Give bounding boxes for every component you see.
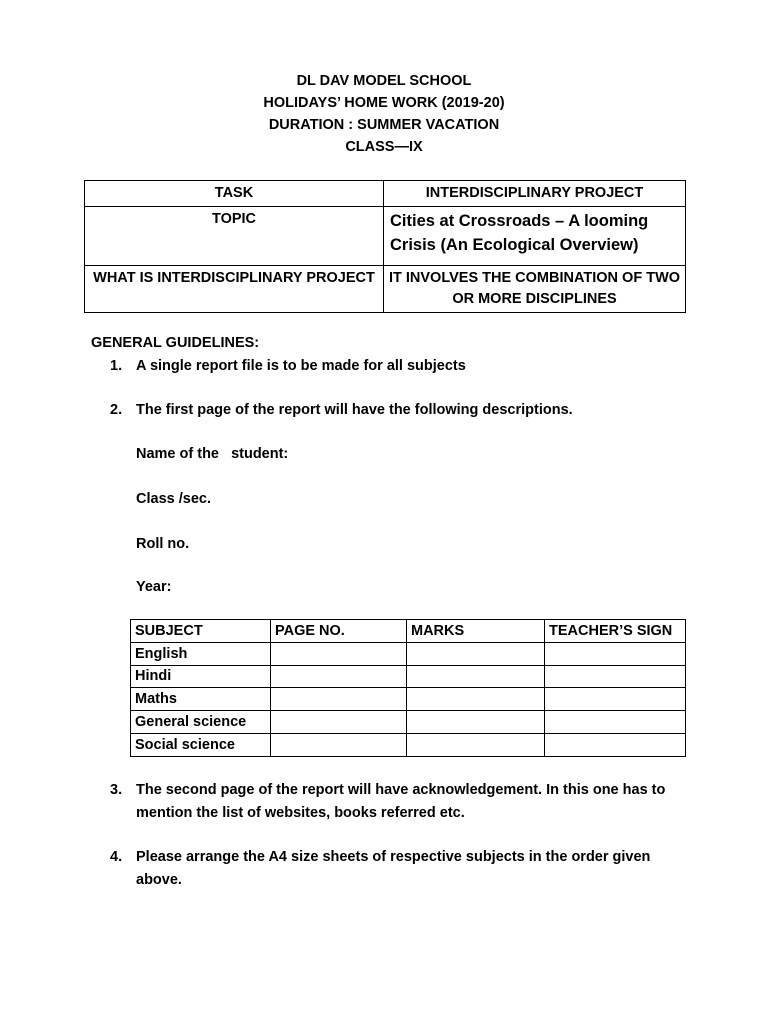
roll-number-field: Roll no. xyxy=(136,536,190,552)
guidelines-heading: GENERAL GUIDELINES: xyxy=(91,335,260,351)
subject-cell: General science xyxy=(131,711,271,734)
marks-cell xyxy=(407,711,545,734)
task-row xyxy=(85,181,686,207)
marks-cell xyxy=(407,688,545,711)
teacher-sign-header: TEACHER’S SIGN xyxy=(545,620,686,643)
guideline-number: 1. xyxy=(110,358,123,374)
guideline-text: Please arrange the A4 size sheets of respective subjects in the order given above. xyxy=(136,849,651,888)
topic-label: TOPIC xyxy=(85,207,384,266)
page-no-cell xyxy=(271,642,407,665)
school-name: DL DAV MODEL SCHOOL xyxy=(296,73,472,89)
table-row xyxy=(131,642,686,665)
class-section-field: Class /sec. xyxy=(136,491,211,507)
table-row xyxy=(131,688,686,711)
guideline-number: 2. xyxy=(110,402,123,418)
table-row xyxy=(131,711,686,734)
guideline-text: A single report file is to be made for all subjects xyxy=(136,358,466,374)
table-row xyxy=(131,733,686,756)
subject-marks-table xyxy=(130,619,686,757)
topic-value: Cities at Crossroads – A looming Crisis (An Ecological Overview) xyxy=(384,207,686,266)
student-name-field: Name of the student: xyxy=(136,446,289,462)
class-line: CLASS—IX xyxy=(345,139,423,155)
guideline-text: The first page of the report will have the following descriptions. xyxy=(136,402,573,418)
teacher-sign-cell xyxy=(545,733,686,756)
task-label: TASK xyxy=(85,181,384,207)
definition-row xyxy=(85,266,686,313)
definition-label: WHAT IS INTERDISCIPLINARY PROJECT xyxy=(85,266,384,313)
subject-header: SUBJECT xyxy=(131,620,271,643)
homework-title: HOLIDAYS’ HOME WORK (2019-20) xyxy=(263,95,505,111)
marks-header: MARKS xyxy=(407,620,545,643)
definition-value: IT INVOLVES THE COMBINATION OF TWO OR MORE DISCIPLINES xyxy=(384,266,686,313)
guideline-number: 4. xyxy=(110,849,123,865)
table-header-row xyxy=(131,620,686,643)
page-no-cell xyxy=(271,711,407,734)
teacher-sign-cell xyxy=(545,665,686,688)
topic-row xyxy=(85,207,686,266)
marks-cell xyxy=(407,665,545,688)
teacher-sign-cell xyxy=(545,711,686,734)
subject-cell: Hindi xyxy=(131,665,271,688)
subject-cell: Maths xyxy=(131,688,271,711)
guideline-number: 3. xyxy=(110,782,123,798)
subject-cell: English xyxy=(131,642,271,665)
task-value: INTERDISCIPLINARY PROJECT xyxy=(384,181,686,207)
marks-cell xyxy=(407,733,545,756)
teacher-sign-cell xyxy=(545,642,686,665)
page-no-cell xyxy=(271,665,407,688)
page-no-header: PAGE NO. xyxy=(271,620,407,643)
project-info-table xyxy=(84,180,686,313)
subject-cell: Social science xyxy=(131,733,271,756)
year-field: Year: xyxy=(136,579,172,595)
page-no-cell xyxy=(271,688,407,711)
table-row xyxy=(131,665,686,688)
guideline-text: The second page of the report will have acknowledgement. In this one has to mention the list of websites, books referred etc. xyxy=(136,782,666,821)
teacher-sign-cell xyxy=(545,688,686,711)
page-no-cell xyxy=(271,733,407,756)
document-header xyxy=(0,70,768,158)
marks-cell xyxy=(407,642,545,665)
duration-line: DURATION : SUMMER VACATION xyxy=(268,117,500,133)
